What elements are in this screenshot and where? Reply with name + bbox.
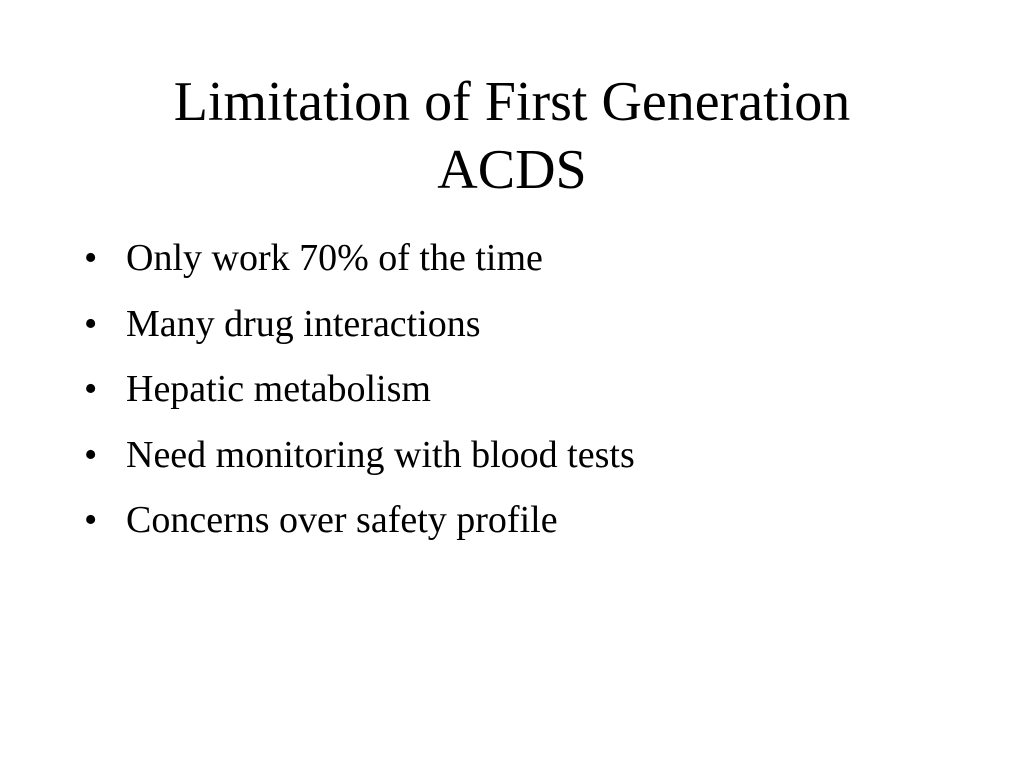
slide-title-line-1: Limitation of First Generation <box>173 71 851 133</box>
list-item <box>84 365 964 431</box>
bullet-icon: • <box>84 368 98 410</box>
bullet-text: Concerns over safety profile <box>126 499 558 541</box>
list-item <box>84 300 964 366</box>
bullet-text: Many drug interactions <box>126 302 481 345</box>
slide-title-line-2: ACDS <box>437 139 587 201</box>
bullet-text: Only work 70% of the time <box>126 237 543 279</box>
bullet-icon: • <box>84 237 98 279</box>
bullet-icon: • <box>84 433 98 476</box>
list-item <box>84 234 964 300</box>
bullet-icon: • <box>84 302 98 345</box>
list-item <box>84 431 964 497</box>
bullet-text: Hepatic metabolism <box>126 368 431 410</box>
bullet-list <box>84 234 964 562</box>
slide-title <box>80 68 944 204</box>
bullet-icon: • <box>84 499 98 541</box>
bullet-text: Need monitoring with blood tests <box>126 433 635 476</box>
list-item <box>84 496 964 562</box>
